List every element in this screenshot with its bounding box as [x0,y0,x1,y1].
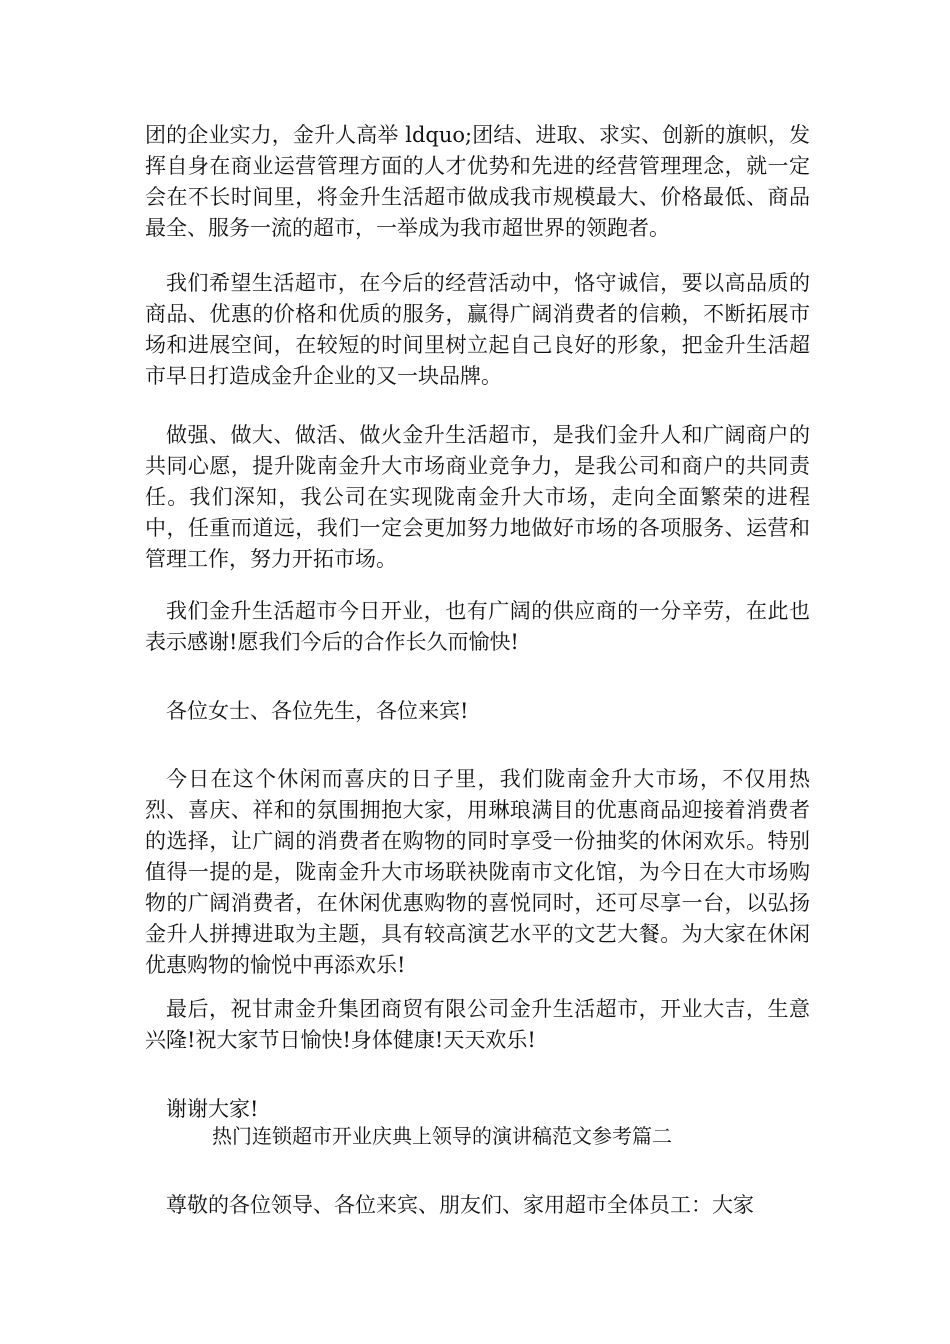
paragraph-greeting: 各位女士、各位先生，各位来宾! [166,699,469,723]
paragraph-thank-you: 谢谢大家! [166,1097,259,1121]
section-title: 热门连锁超市开业庆典上领导的演讲稿范文参考篇二 [212,1124,672,1148]
paragraph-thanks-suppliers: 我们金升生活超市今日开业，也有广阔的供应商的一分辛劳，在此也表示感谢!愿我们今后的合作长久而愉快! [145,599,810,654]
paragraph-best-wishes: 最后，祝甘肃金升集团商贸有限公司金升生活超市，开业大吉，生意兴隆!祝大家节日愉快!身体健康!天天欢乐! [145,997,810,1052]
paragraph-hope: 我们希望生活超市，在今后的经营活动中，恪守诚信，要以高品质的商品、优惠的价格和优质的服务，赢得广阔消费者的信赖，不断拓展市场和进展空间，在较短的时间里树立起自己良好的形象，把金升生活超市早日打造成金升企业的又一块品牌。 [145,271,810,388]
paragraph-today: 今日在这个休闲而喜庆的日子里，我们陇南金升大市场，不仅用热烈、喜庆、祥和的氛围拥抱大家，用琳琅满目的优惠商品迎接着消费者的选择，让广阔的消费者在购物的同时享受一份抽奖的休闲欢乐。特别值得一提的是，陇南金升大市场联袂陇南市文化馆，为今日在大市场购物的广阔消费者，在休闲优惠购物的喜悦同时，还可尽享一台，以弘扬金升人拼搏进取为主题，具有较高演艺水平的文艺大餐。为大家在休闲优惠购物的愉悦中再添欢乐! [145,767,810,977]
paragraph-common-wish: 做强、做大、做活、做火金升生活超市，是我们金升人和广阔商户的共同心愿，提升陇南金升大市场商业竞争力，是我公司和商户的共同责任。我们深知，我公司在实现陇南金升大市场，走向全面繁荣的进程中，任重而道远，我们一定会更加努力地做好市场的各项服务、运营和管理工作，努力开拓市场。 [145,423,810,571]
paragraph-enterprise-strength: 团的企业实力，金升人高举 ldquo;团结、进取、求实、创新的旗帜，发挥自身在商业运营管理方面的人才优势和先进的经营管理理念，就一定会在不长时间里，将金升生活超市做成我市规模最大、价格最低、商品最全、服务一流的超市，一举成为我市超世界的领跑者。 [145,123,810,240]
paragraph-opening-address: 尊敬的各位领导、各位来宾、朋友们、家用超市全体员工：大家 [166,1193,754,1217]
